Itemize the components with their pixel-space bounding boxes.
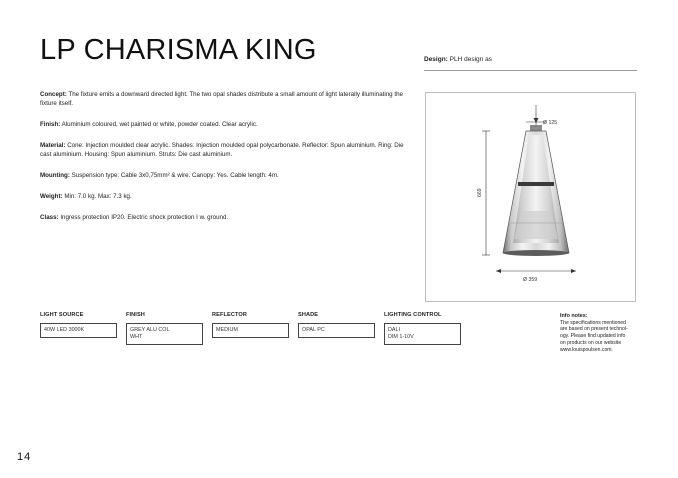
column-reflector — [212, 312, 247, 333]
spec-text: Suspension type: Cable 3x0,75mm² & wire. Canopy: Yes. Cable length: 4m. — [71, 171, 279, 179]
spec-text: The fixture emits a downward directed light. The two opal shades distribute a small amount of light laterally illuminating the fixture itself. — [40, 91, 403, 108]
spec-label: Concept: — [40, 91, 67, 98]
column-finish — [126, 312, 170, 340]
column-header: FINISH — [126, 312, 145, 318]
option-value: MEDIUM — [216, 327, 238, 333]
spec-label: Class: — [40, 213, 59, 221]
spec-concept — [40, 90, 412, 109]
design-value: PLH design as — [449, 56, 492, 63]
column-light-source — [40, 312, 85, 333]
info-line: are based on present technol- — [560, 326, 628, 333]
spec-finish — [40, 120, 412, 129]
option-box — [384, 323, 461, 345]
option-box — [212, 323, 289, 338]
column-lighting-control — [384, 312, 442, 340]
option-value: GREY ALU COL — [130, 327, 170, 333]
spec-class — [40, 213, 412, 222]
top-diameter-label: Ø 125 — [543, 120, 558, 126]
spec-mounting — [40, 171, 412, 180]
option-box — [40, 323, 117, 338]
spec-label: Weight: — [40, 192, 63, 200]
info-line: The specifications mentioned — [560, 319, 626, 326]
option-value: WHT — [130, 333, 143, 340]
bottom-arrowhead-right-icon — [571, 269, 576, 273]
spec-label: Mounting: — [40, 171, 70, 179]
bottom-arrowhead-left-icon — [496, 269, 501, 273]
option-value: 40W LED 3000K — [44, 327, 85, 333]
lamp-ring — [518, 182, 554, 186]
lamp-reflector — [514, 211, 558, 239]
info-line: on products on our website — [560, 339, 622, 346]
page-title: LP CHARISMA KING — [40, 34, 317, 66]
column-header: LIGHTING CONTROL — [384, 312, 442, 318]
option-box — [126, 323, 203, 345]
column-shade — [298, 312, 325, 333]
spec-list — [40, 90, 412, 233]
page-number: 14 — [17, 451, 32, 463]
option-value: DALI — [388, 327, 400, 333]
spec-text: Min: 7.0 kg. Max: 7.3 kg. — [64, 192, 132, 200]
height-label: 669 — [477, 188, 483, 197]
spec-text: Aluminium coloured, wet painted or white, powder coated. Clear acrylic. — [61, 121, 258, 129]
header-divider — [424, 70, 637, 71]
spec-label: Finish: — [40, 121, 61, 129]
info-line: www.louispoulsen.com. — [560, 346, 613, 353]
info-notes — [560, 313, 642, 353]
option-box — [298, 323, 375, 338]
product-drawing — [425, 92, 636, 302]
spec-material — [40, 141, 412, 160]
option-value: OPAL PC — [302, 327, 325, 333]
info-line: ogy. Please find updated info — [560, 333, 626, 340]
bottom-diameter-label: Ø 359 — [523, 277, 538, 283]
spec-weight — [40, 192, 412, 201]
column-header: SHADE — [298, 312, 319, 318]
spec-text: Ingress protection IP20. Electric shock protection I w. ground. — [60, 213, 229, 221]
lamp-cap — [530, 125, 542, 131]
lamp-illustration — [426, 93, 635, 301]
info-title: Info notes: — [560, 313, 588, 319]
spec-text: Cone: Injection moulded clear acrylic. Shades: Injection moulded opal polycarbonate. Reflector: Spun aluminium. Ring: Die cast aluminium. Housing: Spun aluminium. Struts: Die cast aluminium. — [40, 141, 404, 159]
column-header: REFLECTOR — [212, 312, 247, 318]
option-value: DIM 1-10V — [388, 333, 414, 340]
lamp-base-rim — [503, 250, 569, 256]
column-header: LIGHT SOURCE — [40, 312, 84, 318]
design-label: Design: — [424, 56, 448, 63]
design-credit — [424, 56, 492, 63]
spec-label: Material: — [40, 141, 66, 149]
